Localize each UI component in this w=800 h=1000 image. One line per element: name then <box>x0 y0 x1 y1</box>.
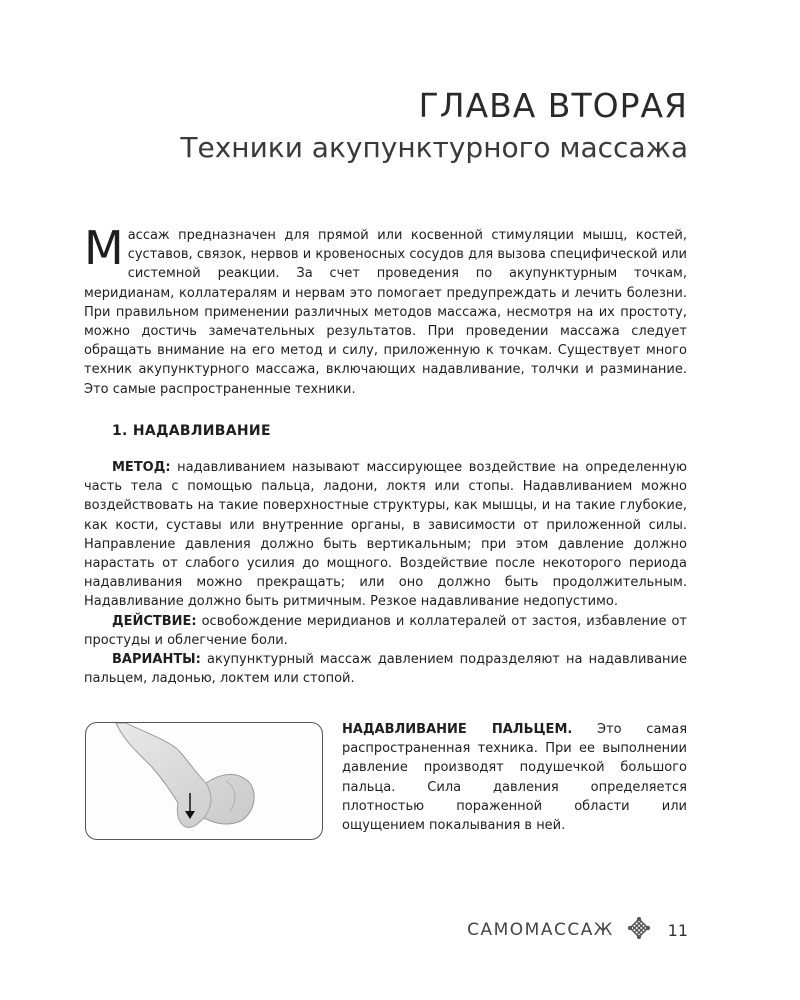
chapter-title: Техники акупунктурного массажа <box>180 131 688 164</box>
variants-label: ВАРИАНТЫ: <box>112 652 201 668</box>
chapter-label: ГЛАВА ВТОРАЯ <box>418 86 688 125</box>
section-body <box>84 458 687 688</box>
hand-pressing-icon <box>86 723 322 839</box>
thumb-press-illustration <box>85 722 323 840</box>
action-text: освобождение меридианов и коллатералей от застоя, избавление от простуды и облегчение боли. <box>84 613 687 648</box>
intro-paragraph <box>84 221 687 399</box>
page-number: 11 <box>667 920 688 940</box>
running-title: САМОМАССАЖ <box>467 920 614 940</box>
method-paragraph <box>84 458 687 612</box>
drop-cap: М <box>84 221 124 275</box>
finger-press-label: НАДАВЛИВАНИЕ ПАЛЬЦЕМ. <box>342 722 573 737</box>
action-label: ДЕЙСТВИЕ: <box>112 613 197 629</box>
page-footer <box>467 917 688 943</box>
figure-caption <box>342 720 687 835</box>
action-paragraph <box>84 612 687 650</box>
intro-text: ассаж предназначен для прямой или косвенной стимуляции мышц, костей, суставов, связок, нервов и кровеносных сосудов для вызова специфической или системной реакции. За счет проведения по акупунктурным точкам, меридианам, коллатералям и нервам это помогает предупреждать и лечить болезни. При правильном применении различных методов массажа, несмотря на их простоту, можно достичь замечательных результатов. При проведении массажа следует обращать внимание на его метод и силу, приложенную к точкам. Существует много техник акупунктурного массажа, включающих надавливание, толчки и разминание. Это самые распространенные техники. <box>84 228 687 397</box>
chapter-header <box>180 84 688 168</box>
finger-press-text: Это самая распространенная техника. При ее выполнении давление производят подушечкой большого пальца. Сила давления определяется плотностью пораженной области или ощущением покалывания в ней. <box>342 722 688 834</box>
method-label: МЕТОД: <box>112 460 171 475</box>
variants-text: акупунктурный массаж давлением подразделяют на надавливание пальцем, ладонью, локтем или стопой. <box>84 652 687 687</box>
variants-paragraph <box>84 650 687 688</box>
method-text: надавливанием называют массирующее воздействие на определенную часть тела с помощью пальца, ладони, локтя или стопы. Надавливанием можно воздействовать на такие поверхностные структуры, как мышцы, и на такие глубокие, как кости, суставы или внутренние органы, в зависимости от приложенной силы. Направление давления должно быть вертикальным; при этом давление должно нарастать от слабого усилия до мощного. Воздействие после некоторого периода надавливания можно прекращать; или оно должно быть продолжительным. Надавливание должно быть ритмичным. Резкое надавливание недопустимо. <box>84 460 687 610</box>
endless-knot-icon <box>628 917 650 943</box>
section-heading: 1. НАДАВЛИВАНИЕ <box>112 423 271 439</box>
